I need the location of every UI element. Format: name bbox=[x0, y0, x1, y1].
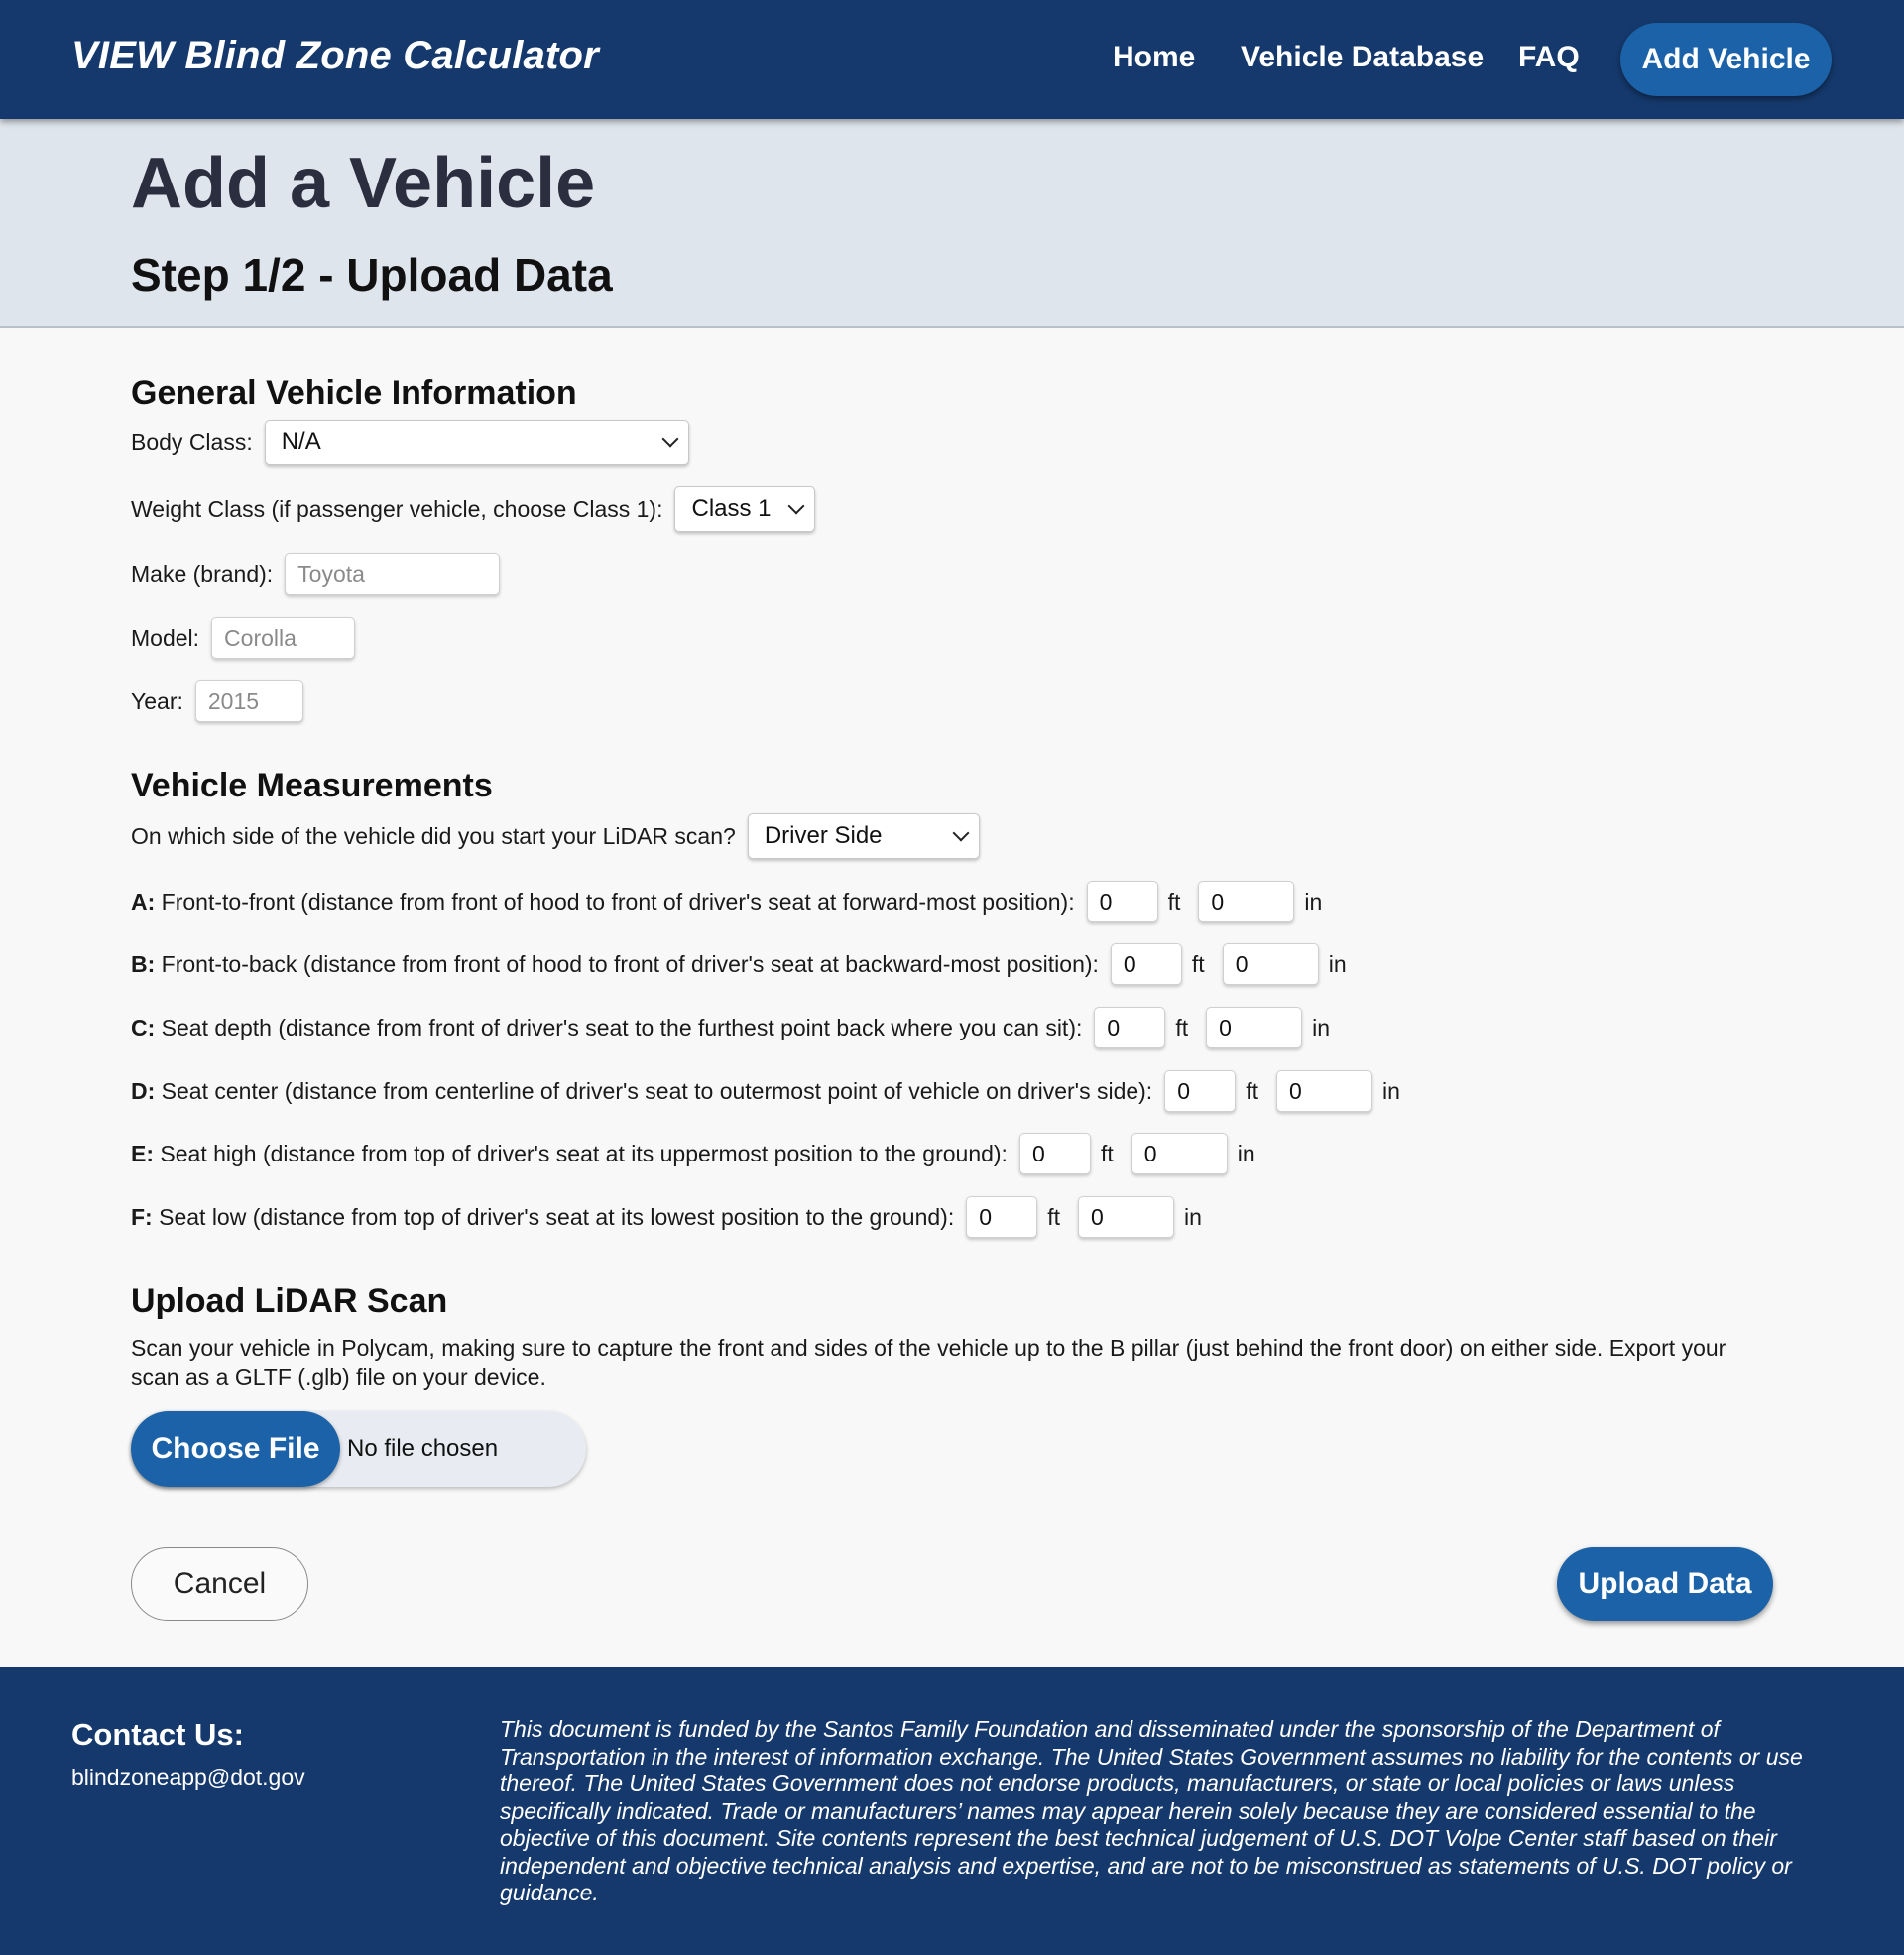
nav-faq-link[interactable]: FAQ bbox=[1518, 41, 1580, 73]
measurement-row-f bbox=[131, 1194, 1202, 1240]
model-input[interactable]: Corolla bbox=[211, 617, 355, 659]
measurement-d-ft-input[interactable]: 0 bbox=[1164, 1070, 1236, 1112]
upload-description: Scan your vehicle in Polycam, making sure to capture the front and sides of the vehicle up to the B pillar (just behind the front door) on either side. Export your scan as a GLTF (.glb) file on your device. bbox=[131, 1335, 1726, 1390]
measurement-row-e bbox=[131, 1131, 1255, 1176]
measurement-label: Seat low (distance from top of driver's seat at its lowest position to the ground): bbox=[159, 1203, 955, 1230]
measurement-c-ft-input[interactable]: 0 bbox=[1094, 1007, 1165, 1048]
disclaimer-text: This document is funded by the Santos Family Foundation and disseminated under the sponsorship of the Department of Transportation in the interest of information exchange. The United States Government assumes no liability for the contents or use thereof. The United States Government does not endorse products, manufacturers, or state or local policies or laws unless specifically indicated. Trade or manufacturers’ names may appear herein solely because they are considered essential to the objective of this document. Site contents represent the best technical judgement of U.S. DOT Volpe Center staff based on their independent and objective technical analysis and expertise, and are not to be misconstrued as statements of U.S. DOT policy or guidance. bbox=[500, 1716, 1803, 1905]
unit-in: in bbox=[1304, 888, 1323, 915]
measurement-f-in-input[interactable]: 0 bbox=[1078, 1196, 1174, 1238]
year-row bbox=[131, 678, 303, 724]
unit-in: in bbox=[1184, 1203, 1202, 1230]
measurement-a-ft-input[interactable]: 0 bbox=[1087, 881, 1158, 922]
weight-class-label: Weight Class (if passenger vehicle, choose Class 1): bbox=[131, 495, 663, 522]
file-picker[interactable] bbox=[131, 1411, 586, 1487]
scan-side-row bbox=[131, 813, 980, 859]
unit-ft: ft bbox=[1167, 888, 1181, 915]
model-row bbox=[131, 615, 355, 661]
measurement-row-a bbox=[131, 879, 1322, 924]
measurement-key: C: bbox=[131, 1014, 156, 1040]
measurement-e-in-input[interactable]: 0 bbox=[1131, 1133, 1228, 1174]
scan-side-label: On which side of the vehicle did you start your LiDAR scan? bbox=[131, 822, 736, 849]
measurement-row-c bbox=[131, 1005, 1330, 1050]
measurement-key: F: bbox=[131, 1203, 153, 1230]
measurement-e-ft-input[interactable]: 0 bbox=[1019, 1133, 1091, 1174]
measurement-label: Seat depth (distance from front of driver's seat to the furthest point back where you can sit): bbox=[161, 1014, 1083, 1040]
unit-ft: ft bbox=[1191, 950, 1205, 977]
year-label: Year: bbox=[131, 687, 183, 714]
measurement-a-in-input[interactable]: 0 bbox=[1198, 881, 1294, 922]
unit-ft: ft bbox=[1175, 1014, 1189, 1040]
model-label: Model: bbox=[131, 624, 200, 651]
general-info-heading: General Vehicle Information bbox=[131, 374, 577, 412]
unit-ft: ft bbox=[1100, 1140, 1114, 1166]
upload-heading: Upload LiDAR Scan bbox=[131, 1283, 448, 1320]
weight-class-select[interactable] bbox=[674, 486, 815, 532]
unit-in: in bbox=[1381, 1077, 1400, 1104]
nav-home-link[interactable]: Home bbox=[1113, 41, 1196, 73]
choose-file-button[interactable]: Choose File bbox=[131, 1411, 340, 1487]
body-class-value: N/A bbox=[281, 428, 321, 455]
measurement-row-b bbox=[131, 941, 1347, 987]
unit-in: in bbox=[1312, 1014, 1331, 1040]
weight-class-row bbox=[131, 486, 815, 532]
nav-vehicle-database-link[interactable]: Vehicle Database bbox=[1241, 41, 1485, 73]
body-class-label: Body Class: bbox=[131, 428, 253, 455]
measurement-b-ft-input[interactable]: 0 bbox=[1111, 943, 1182, 985]
scan-side-select[interactable] bbox=[748, 813, 980, 859]
unit-in: in bbox=[1328, 950, 1347, 977]
body-class-row bbox=[131, 420, 689, 465]
make-row bbox=[131, 551, 500, 597]
page-title: Add a Vehicle bbox=[131, 144, 596, 223]
measurements-heading: Vehicle Measurements bbox=[131, 767, 493, 804]
top-navbar bbox=[0, 0, 1904, 119]
measurement-key: E: bbox=[131, 1140, 154, 1166]
measurement-row-d bbox=[131, 1068, 1400, 1114]
cancel-button[interactable]: Cancel bbox=[131, 1547, 308, 1621]
year-input[interactable]: 2015 bbox=[195, 680, 303, 722]
measurement-c-in-input[interactable]: 0 bbox=[1206, 1007, 1302, 1048]
chevron-down-icon bbox=[661, 431, 678, 448]
make-input[interactable]: Toyota bbox=[285, 553, 500, 595]
footer bbox=[0, 1667, 1904, 1955]
weight-class-value: Class 1 bbox=[691, 495, 772, 522]
measurement-label: Front-to-back (distance from front of hood to front of driver's seat at backward-most position): bbox=[161, 950, 1099, 977]
measurement-key: B: bbox=[131, 950, 156, 977]
make-label: Make (brand): bbox=[131, 560, 274, 587]
measurement-d-in-input[interactable]: 0 bbox=[1276, 1070, 1372, 1112]
brand-title[interactable]: VIEW Blind Zone Calculator bbox=[71, 34, 599, 77]
chevron-down-icon bbox=[952, 825, 969, 842]
body-class-select[interactable] bbox=[265, 420, 689, 465]
step-title: Step 1/2 - Upload Data bbox=[131, 249, 613, 301]
unit-ft: ft bbox=[1246, 1077, 1258, 1104]
measurement-key: A: bbox=[131, 888, 156, 915]
scan-side-value: Driver Side bbox=[764, 822, 883, 849]
upload-data-button[interactable]: Upload Data bbox=[1557, 1547, 1773, 1621]
unit-in: in bbox=[1237, 1140, 1255, 1166]
contact-email-link[interactable]: blindzoneapp@dot.gov bbox=[71, 1765, 305, 1790]
measurement-label: Seat high (distance from top of driver's seat at its uppermost position to the ground): bbox=[160, 1140, 1008, 1166]
measurement-label: Seat center (distance from centerline of driver's seat to outermost point of vehicle on driver's side): bbox=[161, 1077, 1153, 1104]
unit-ft: ft bbox=[1047, 1203, 1061, 1230]
contact-title: Contact Us: bbox=[71, 1717, 244, 1752]
title-band bbox=[0, 119, 1904, 328]
chevron-down-icon bbox=[788, 498, 805, 515]
measurement-b-in-input[interactable]: 0 bbox=[1223, 943, 1319, 985]
nav-add-vehicle-button[interactable]: Add Vehicle bbox=[1620, 23, 1832, 96]
file-status-text: No file chosen bbox=[347, 1435, 499, 1462]
measurement-f-ft-input[interactable]: 0 bbox=[966, 1196, 1037, 1238]
measurement-key: D: bbox=[131, 1077, 156, 1104]
measurement-label: Front-to-front (distance from front of hood to front of driver's seat at forward-most position): bbox=[161, 888, 1075, 915]
